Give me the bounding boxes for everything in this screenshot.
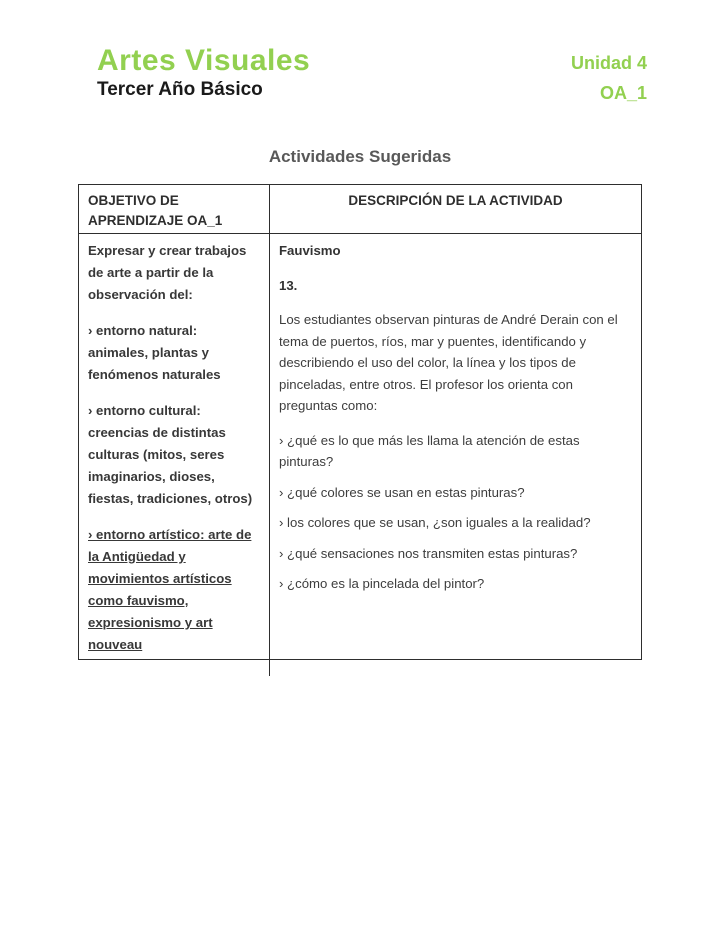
table-body-row [79, 234, 641, 676]
header-left [97, 44, 310, 102]
activity-paragraph: Los estudiantes observan pinturas de André Derain con el tema de puertos, ríos, mar y puentes, identificando y describiendo el uso del color, la línea y los tipos de pinceladas, entre otros. El profesor los orienta con preguntas como: [279, 312, 618, 413]
objective-intro: Expresar y crear trabajos de arte a partir de la observación del: [88, 243, 247, 302]
activity-question: › ¿qué colores se usan en estas pinturas? [279, 484, 525, 500]
section-title: Actividades Sugeridas [268, 147, 452, 166]
header-right [571, 52, 647, 105]
oa-code-label: OA_1 [599, 83, 647, 103]
objective-cell [79, 234, 270, 676]
activity-heading: Fauvismo [279, 243, 341, 258]
objective-bullet-artistico: › entorno artístico: arte de la Antigüedad y movimientos artísticos como fauvismo, expresionismo y art nouveau [88, 527, 252, 652]
objective-bullet-natural: › entorno natural: animales, plantas y fenómenos naturales [88, 323, 221, 382]
unit-label: Unidad 4 [570, 53, 647, 73]
doc-subtitle: Tercer Año Básico [97, 79, 263, 100]
activity-cell [270, 234, 641, 676]
table-header-row [79, 185, 641, 234]
objective-column-header: OBJETIVO DE APRENDIZAJE OA_1 [79, 185, 270, 233]
activity-question: › ¿qué es lo que más les llama la atención de estas pinturas? [279, 432, 580, 469]
doc-title: Artes Visuales [97, 44, 311, 77]
activity-question: › ¿qué sensaciones nos transmiten estas pinturas? [279, 545, 578, 561]
activity-table [78, 184, 642, 660]
activity-number: 13. [279, 277, 298, 293]
activity-question: › los colores que se usan, ¿son iguales a la realidad? [279, 515, 591, 530]
description-column-header: DESCRIPCIÓN DE LA ACTIVIDAD [348, 193, 563, 208]
activity-question: › ¿cómo es la pincelada del pintor? [279, 576, 485, 591]
objective-bullet-cultural: › entorno cultural: creencias de distintas culturas (mitos, seres imaginarios, dioses, fiestas, tradiciones, otros) [88, 403, 253, 506]
